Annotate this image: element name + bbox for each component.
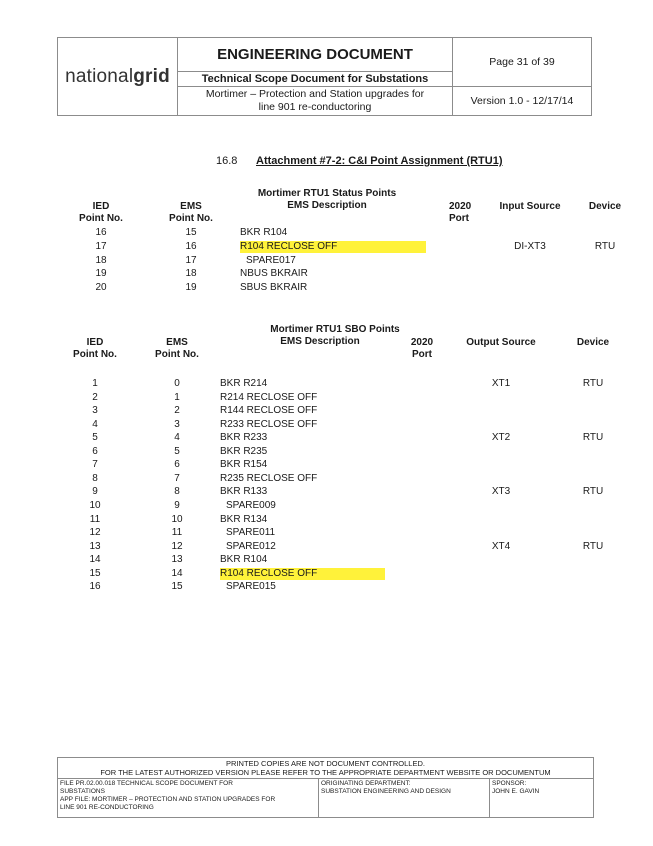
sbo-ems-description: SPARE009: [226, 500, 276, 511]
sbo-col-ems-line2: Point No.: [155, 349, 199, 360]
sbo-ems-description: SPARE011: [226, 527, 276, 538]
footer-notice-line2: FOR THE LATEST AUTHORIZED VERSION PLEASE REFER TO THE APPROPRIATE DEPARTMENT WEBSITE OR DOCUMENTUM: [100, 768, 551, 777]
sbo-ems-description: BKR R134: [220, 514, 268, 525]
sbo-ems-description: BKR R233: [220, 432, 268, 443]
status-col-ied-line2: Point No.: [79, 213, 123, 224]
sbo-ied-point: 12: [89, 527, 101, 538]
sbo-ems-point: 11: [171, 527, 183, 538]
sbo-col-ied: [70, 337, 120, 361]
status-ied-point: 18: [95, 255, 107, 266]
status-table-title: Mortimer RTU1 Status Points: [257, 188, 397, 199]
footer-sponsor: [490, 779, 594, 818]
status-ems-point: 16: [185, 241, 197, 252]
status-ied-point: 16: [95, 227, 107, 238]
status-col-port-line2: Port: [449, 213, 469, 224]
sbo-ems-point: 0: [174, 378, 180, 389]
status-ied-point: 19: [95, 268, 107, 279]
sbo-ied-point: 5: [92, 432, 98, 443]
footer-department: [319, 779, 490, 818]
document-header: [57, 37, 592, 116]
sbo-ems-point: 2: [174, 405, 180, 416]
sbo-device: RTU: [582, 541, 604, 552]
sbo-output-source: XT3: [491, 486, 511, 497]
sbo-ied-point: 7: [92, 459, 98, 470]
sbo-ied-point: 3: [92, 405, 98, 416]
sbo-ied-point: 11: [89, 514, 101, 525]
sbo-col-ied-line1: IED: [86, 337, 104, 348]
sbo-ems-point: 8: [174, 486, 180, 497]
sbo-ems-description: BKR R214: [220, 378, 268, 389]
sbo-col-ems-line1: EMS: [166, 337, 188, 348]
sbo-output-source: XT1: [491, 378, 511, 389]
sbo-ied-point: 16: [89, 581, 101, 592]
sbo-ems-description: R104 RECLOSE OFF: [220, 568, 385, 580]
sbo-ems-description: R235 RECLOSE OFF: [220, 473, 318, 484]
status-ems-point: 19: [185, 282, 197, 293]
status-col-port: [449, 201, 471, 225]
sbo-ied-point: 4: [92, 419, 98, 430]
sbo-ems-description: SPARE015: [226, 581, 276, 592]
status-col-ied: [76, 201, 126, 225]
sbo-output-source: XT2: [491, 432, 511, 443]
sbo-ied-point: 10: [89, 500, 101, 511]
sbo-ied-point: 9: [92, 486, 98, 497]
logo-cell: [58, 38, 178, 116]
footer-sponsor-label: SPONSOR:: [492, 780, 527, 787]
sbo-ems-point: 9: [174, 500, 180, 511]
footer-dept-value: SUBSTATION ENGINEERING AND DESIGN: [321, 788, 451, 795]
sbo-ems-description: BKR R104: [220, 554, 268, 565]
project-title: [178, 87, 453, 116]
sbo-col-desc: EMS Description: [280, 336, 360, 347]
sbo-col-device: Device: [576, 337, 610, 348]
footer-file-line3: APP FILE: MORTIMER – PROTECTION AND STATION UPGRADES FOR: [60, 796, 276, 803]
status-ied-point: 20: [95, 282, 107, 293]
status-ied-point: 17: [95, 241, 107, 252]
status-ems-description: R104 RECLOSE OFF: [240, 241, 426, 253]
section-title: Attachment #7-2: C&I Point Assignment (RTU1): [256, 155, 503, 167]
sbo-ems-description: R214 RECLOSE OFF: [220, 392, 318, 403]
sbo-ied-point: 2: [92, 392, 98, 403]
sbo-ied-point: 13: [89, 541, 101, 552]
sbo-col-port-line2: Port: [412, 349, 432, 360]
section-number: 16.8: [216, 155, 238, 167]
sbo-col-ied-line2: Point No.: [73, 349, 117, 360]
footer-file-line4: LINE 901 RE-CONDUCTORING: [60, 804, 154, 811]
doc-title: Technical Scope Document for Substations: [178, 72, 453, 87]
sbo-ems-point: 15: [171, 581, 183, 592]
sbo-device: RTU: [582, 378, 604, 389]
status-col-device: Device: [588, 201, 622, 212]
status-ems-description: SBUS BKRAIR: [240, 282, 308, 293]
sbo-table-title: Mortimer RTU1 SBO Points: [270, 324, 400, 335]
sbo-ems-description: R144 RECLOSE OFF: [220, 405, 318, 416]
sbo-ied-point: 15: [89, 568, 101, 579]
doc-type: ENGINEERING DOCUMENT: [178, 38, 453, 72]
sbo-ems-point: 10: [171, 514, 183, 525]
footer-notice-line1: PRINTED COPIES ARE NOT DOCUMENT CONTROLLED.: [226, 759, 425, 768]
sbo-ems-point: 7: [174, 473, 180, 484]
status-col-ems-line1: EMS: [180, 201, 202, 212]
sbo-ems-description: SPARE012: [226, 541, 276, 552]
footer-file-info: [58, 779, 319, 818]
project-title-line2: line 901 re-conductoring: [258, 101, 372, 113]
footer-dept-label: ORIGINATING DEPARTMENT:: [321, 780, 411, 787]
sbo-ems-point: 4: [174, 432, 180, 443]
project-title-line1: Mortimer – Protection and Station upgrades for: [205, 88, 425, 100]
sbo-ems-description: R233 RECLOSE OFF: [220, 419, 318, 430]
status-ems-description: SPARE017: [246, 255, 296, 266]
sbo-device: RTU: [582, 486, 604, 497]
footer-sponsor-value: JOHN E. GAVIN: [492, 788, 540, 795]
document-footer: [57, 757, 594, 818]
sbo-ems-point: 5: [174, 446, 180, 457]
status-ems-point: 18: [185, 268, 197, 279]
status-col-desc: EMS Description: [287, 200, 367, 211]
sbo-ems-description: BKR R235: [220, 446, 268, 457]
sbo-col-port: [407, 337, 437, 361]
sbo-ied-point: 8: [92, 473, 98, 484]
status-ems-description: BKR R104: [240, 227, 288, 238]
sbo-ems-point: 13: [171, 554, 183, 565]
sbo-ied-point: 6: [92, 446, 98, 457]
version: Version 1.0 - 12/17/14: [453, 87, 592, 116]
status-device: RTU: [594, 241, 616, 252]
status-ems-description: NBUS BKRAIR: [240, 268, 308, 279]
sbo-ems-point: 6: [174, 459, 180, 470]
sbo-col-port-line1: 2020: [410, 337, 434, 348]
page-number: Page 31 of 39: [453, 38, 592, 87]
status-col-input: Input Source: [499, 201, 561, 212]
sbo-output-source: XT4: [491, 541, 511, 552]
status-col-port-line1: 2020: [449, 201, 472, 212]
sbo-ems-point: 1: [174, 392, 180, 403]
sbo-device: RTU: [582, 432, 604, 443]
sbo-ied-point: 14: [89, 554, 101, 565]
sbo-ems-description: BKR R154: [220, 459, 268, 470]
logo-text-bold: grid: [133, 65, 170, 87]
status-col-ied-line1: IED: [92, 201, 110, 212]
logo-text-light: national: [65, 65, 134, 87]
sbo-ems-description: BKR R133: [220, 486, 268, 497]
status-ems-point: 15: [185, 227, 197, 238]
status-input-source: DI-XT3: [514, 241, 546, 252]
sbo-ied-point: 1: [92, 378, 98, 389]
sbo-ems-point: 14: [171, 568, 183, 579]
footer-file-line1: FILE PR.02.00.018 TECHNICAL SCOPE DOCUMENT FOR: [60, 780, 233, 787]
nationalgrid-logo: [65, 66, 170, 87]
sbo-col-output: Output Source: [466, 337, 536, 348]
status-ems-point: 17: [185, 255, 197, 266]
footer-notice: [58, 758, 594, 779]
footer-file-line2: SUBSTATIONS: [60, 788, 105, 795]
status-col-ems-line2: Point No.: [169, 213, 213, 224]
sbo-col-ems: [150, 337, 204, 361]
sbo-ems-point: 12: [171, 541, 183, 552]
sbo-ems-point: 3: [174, 419, 180, 430]
status-col-ems: [164, 201, 218, 225]
